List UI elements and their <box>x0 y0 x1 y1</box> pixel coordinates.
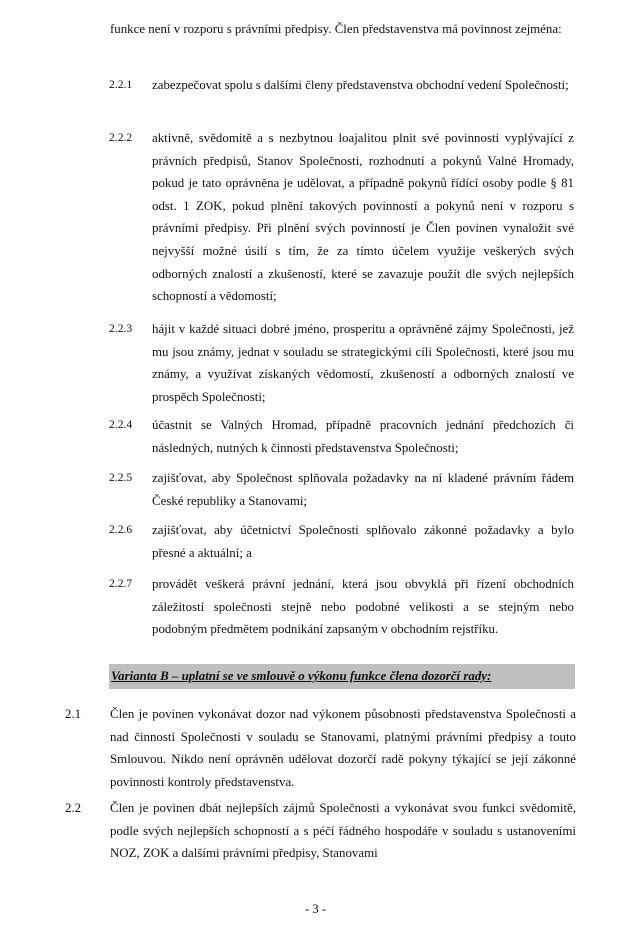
clause-number: 2.2.5 <box>109 471 133 484</box>
clause-text: zabezpečovat spolu s dalšími členy představenstva obchodní vedení Společnosti; <box>152 78 569 92</box>
section-number: 2.1 <box>65 707 82 721</box>
intro-text: funkce není v rozporu s právními předpisy. Člen představenstva má povinnost zejména: <box>110 22 562 36</box>
clause-text: zajišťovat, aby Společnost splňovala požadavky na ní kladené právním řádem České republiky a Stanovami; <box>152 471 574 508</box>
clause-number: 2.2.4 <box>109 418 133 431</box>
clause-text: provádět veškerá právní jednání, která jsou obvyklá při řízení obchodních záležitostí společnosti stejně nebo podobné velikosti a se stejným nebo podobným předmětem podnikání zapsaným v obchodním rejstříku. <box>152 577 574 637</box>
variant-heading <box>109 664 575 689</box>
clause-number: 2.2.3 <box>109 322 133 335</box>
section-text: Člen je povinen vykonávat dozor nad výkonem působnosti představenstva Společnosti a nad činností Společnosti v souladu se Stanovami, platnými právními předpisy a touto Smlouvou. Nikdo není oprávněn udělovat dozorčí radě pokyny týkající se její zákonné povinnosti kontroly představenstva. <box>110 707 576 789</box>
variant-heading-text: Varianta B – uplatní se ve smlouvě o výkonu funkce člena dozorčí rady: <box>111 669 492 683</box>
section-text: Člen je povinen dbát nejlepších zájmů Společnosti a vykonávat svou funkci svědomitě, podle svých nejlepších schopností a s péčí řádného hospodáře v souladu s ustanoveními NOZ, ZOK a dalšími právními předpisy, Stanovami <box>110 801 576 861</box>
clause-number: 2.2.1 <box>109 78 133 91</box>
clause-text: aktivně, svědomitě a s nezbytnou loajalitou plnit své povinnosti vyplývající z právních předpisů, Stanov Společnosti, rozhodnutí a pokynů Valné Hromady, pokud je tato oprávněna je udělovat, a případně pokynů řídící osoby podle § 81 odst. 1 ZOK, pokud plnění takových povinností a pokynů není v rozporu s právními předpisy. Při plnění svých povinností je Člen povinen vynaložit své nejvyšší možné úsilí s tím, že za tímto účelem využije veškerých svých odborných znalostí a zkušeností, které se zavazuje použít dle svých nejlepších schopností a vědomostí; <box>152 131 574 304</box>
clause-number: 2.2.7 <box>109 577 133 590</box>
section-number: 2.2 <box>65 801 82 815</box>
clause-number: 2.2.6 <box>109 523 133 536</box>
page-number: - 3 - <box>305 902 326 916</box>
clause-text: účastnit se Valných Hromad, případně pracovních jednání předchozích či následných, nutných k činnosti představenstva Společnosti; <box>152 418 574 455</box>
clause-text: hájit v každé situaci dobré jméno, prosperitu a oprávněné zájmy Společnosti, jež mu jsou známy, jednat v souladu se strategickými cíli Společnosti, které jsou mu známy, a využívat získaných vědomostí, zkušeností a odborných znalostí ve prospěch Společnosti; <box>152 322 574 404</box>
clause-text: zajišťovat, aby účetnictví Společnosti splňovalo zákonné požadavky a bylo přesné a aktuální; a <box>152 523 574 560</box>
clause-number: 2.2.2 <box>109 131 133 144</box>
